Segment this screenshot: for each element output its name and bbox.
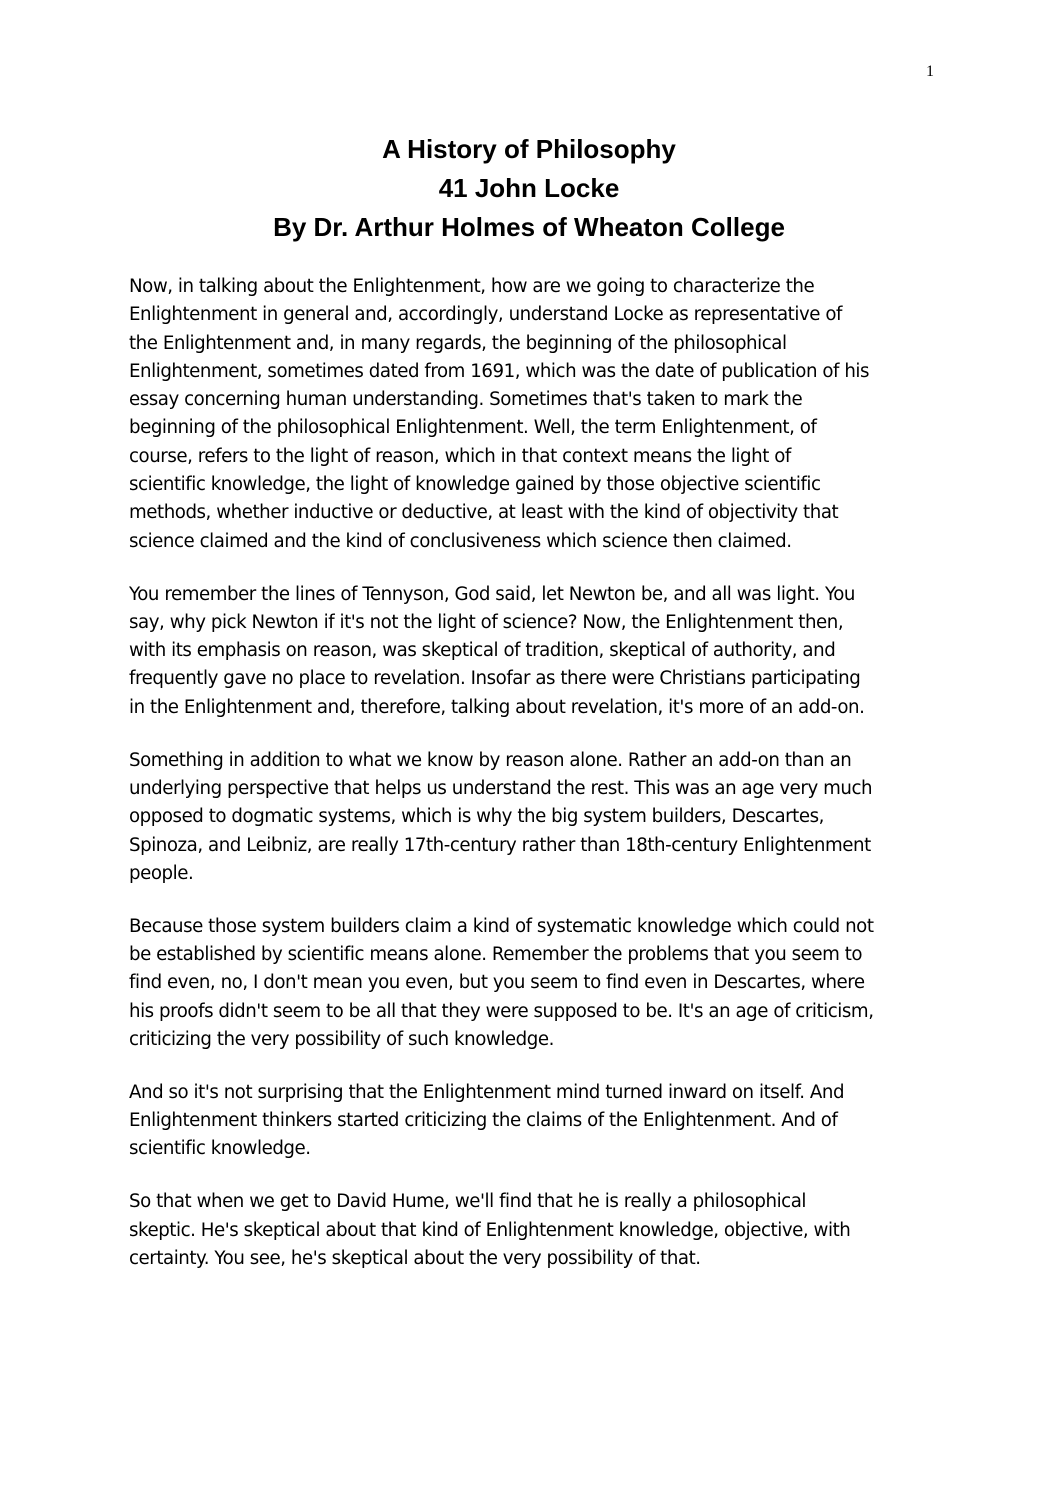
text-line: underlying perspective that helps us understand the rest. This was an age very much bbox=[129, 777, 873, 799]
text-line: in the Enlightenment and, therefore, talking about revelation, it's more of an add-on. bbox=[129, 696, 865, 718]
text-line: say, why pick Newton if it's not the light of science? Now, the Enlightenment then, bbox=[129, 611, 844, 633]
text-line: frequently gave no place to revelation. Insofar as there were Christians participating bbox=[129, 668, 861, 690]
title-author: By Dr. Arthur Holmes of Wheaton College bbox=[273, 212, 785, 242]
page-number: 1 bbox=[926, 63, 934, 80]
text-line: skeptic. He's skeptical about that kind of Enlightenment knowledge, objective, with bbox=[129, 1219, 851, 1241]
text-line: be established by scientific means alone. Remember the problems that you seem to bbox=[129, 944, 863, 966]
text-line: Something in addition to what we know by reason alone. Rather an add-on than an bbox=[129, 749, 852, 771]
text-line: Spinoza, and Leibniz, are really 17th-century rather than 18th-century Enlightenment bbox=[129, 834, 871, 856]
text-line: Enlightenment, sometimes dated from 1691, which was the date of publication of his bbox=[129, 360, 870, 382]
title-main: A History of Philosophy bbox=[382, 134, 676, 164]
document-body bbox=[129, 273, 934, 1298]
text-line: You remember the lines of Tennyson, God said, let Newton be, and all was light. You bbox=[129, 583, 855, 605]
text-line: Enlightenment in general and, accordingly, understand Locke as representative of bbox=[129, 304, 842, 326]
text-line: course, refers to the light of reason, which in that context means the light of bbox=[129, 445, 791, 467]
paragraph bbox=[129, 747, 934, 888]
text-line: Because those system builders claim a kind of systematic knowledge which could not bbox=[129, 915, 874, 937]
text-line: Enlightenment thinkers started criticizing the claims of the Enlightenment. And of bbox=[129, 1110, 838, 1132]
document-title bbox=[0, 130, 1058, 247]
text-line: people. bbox=[129, 862, 194, 884]
text-line: the Enlightenment and, in many regards, the beginning of the philosophical bbox=[129, 332, 787, 354]
title-lecture: 41 John Locke bbox=[438, 173, 620, 203]
paragraph bbox=[129, 1188, 934, 1273]
paragraph bbox=[129, 913, 934, 1054]
text-line: beginning of the philosophical Enlightenment. Well, the term Enlightenment, of bbox=[129, 417, 817, 439]
text-line: criticizing the very possibility of such knowledge. bbox=[129, 1028, 554, 1050]
text-line: So that when we get to David Hume, we'll find that he is really a philosophical bbox=[129, 1191, 807, 1213]
text-line: certainty. You see, he's skeptical about the very possibility of that. bbox=[129, 1247, 701, 1269]
text-line: with its emphasis on reason, was skeptical of tradition, skeptical of authority, and bbox=[129, 640, 836, 662]
text-line: Now, in talking about the Enlightenment, how are we going to characterize the bbox=[129, 276, 815, 297]
text-line: scientific knowledge. bbox=[129, 1138, 311, 1160]
paragraph bbox=[129, 581, 934, 722]
paragraph bbox=[129, 1079, 934, 1164]
text-line: And so it's not surprising that the Enlightenment mind turned inward on itself. And bbox=[129, 1081, 845, 1103]
text-line: science claimed and the kind of conclusiveness which science then claimed. bbox=[129, 530, 792, 552]
text-line: essay concerning human understanding. Sometimes that's taken to mark the bbox=[129, 389, 803, 411]
text-line: scientific knowledge, the light of knowledge gained by those objective scientific bbox=[129, 474, 821, 496]
text-line: find even, no, I don't mean you even, but you seem to find even in Descartes, where bbox=[129, 972, 865, 994]
text-line: methods, whether inductive or deductive, at least with the kind of objectivity that bbox=[129, 502, 839, 524]
paragraph bbox=[129, 273, 934, 556]
text-line: opposed to dogmatic systems, which is why the big system builders, Descartes, bbox=[129, 806, 824, 828]
text-line: his proofs didn't seem to be all that they were supposed to be. It's an age of criticism, bbox=[129, 1000, 874, 1022]
